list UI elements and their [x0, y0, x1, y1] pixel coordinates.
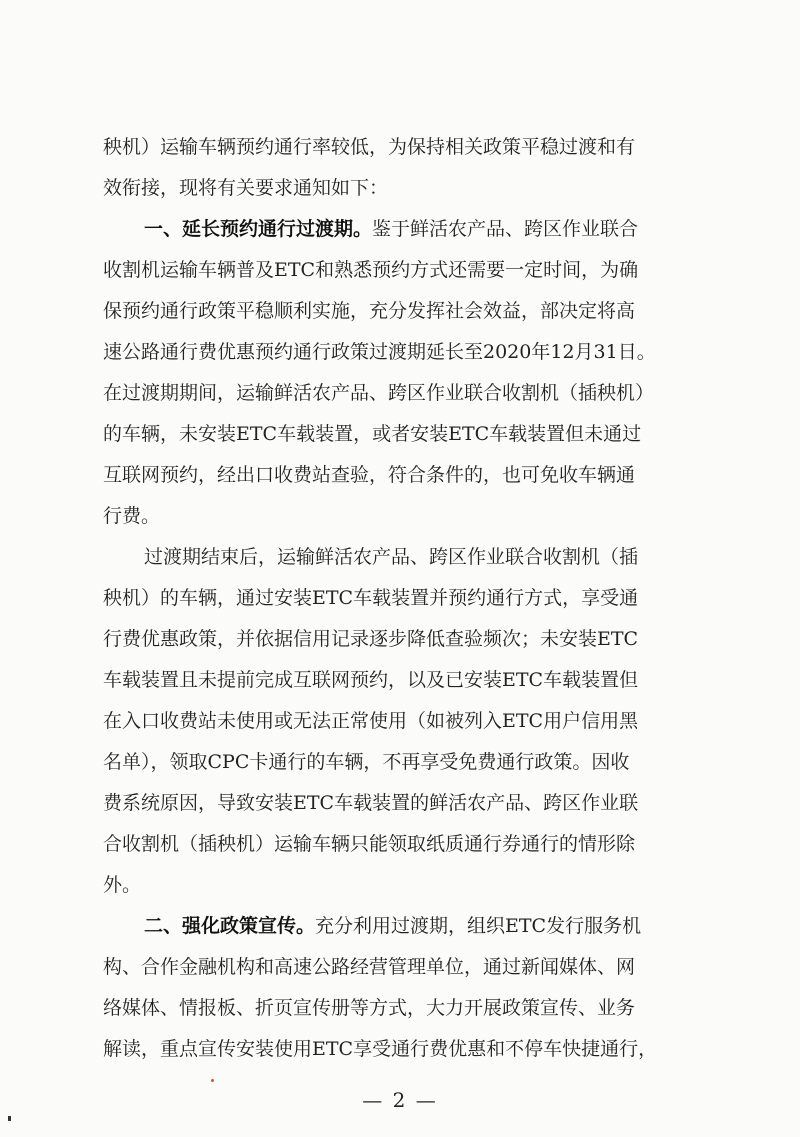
paragraph-line: 互联网预约，经出口收费站查验，符合条件的，也可免收车辆通	[103, 464, 636, 486]
section-heading-line	[144, 213, 638, 245]
page-number: — 2 —	[362, 1088, 438, 1112]
paragraph-line: 收割机运输车辆普及ETC和熟悉预约方式还需要一定时间，为确	[103, 259, 639, 281]
paragraph-line: 保预约通行政策平稳顺利实施，充分发挥社会效益，部决定将高	[103, 300, 636, 322]
section-heading: 一、延长预约通行过渡期。	[144, 218, 373, 240]
scan-mark	[8, 1116, 11, 1121]
paragraph-text: 鉴于鲜活农产品、跨区作业联合	[372, 218, 639, 240]
paragraph-line: 过渡期结束后，运输鲜活农产品、跨区作业联合收割机（插	[144, 546, 639, 568]
paragraph-text: 充分利用过渡期，组织ETC发行服务机	[315, 915, 642, 937]
paragraph-line: 行费。	[103, 505, 161, 527]
scan-speck	[211, 1079, 214, 1082]
paragraph-line: 秧机）运输车辆预约通行率较低，为保持相关政策平稳过渡和有	[103, 136, 636, 158]
paragraph-line: 合收割机（插秧机）运输车辆只能领取纸质通行券通行的情形除	[103, 833, 636, 855]
section-heading: 二、强化政策宣传。	[144, 915, 316, 937]
paragraph-line: 行费优惠政策，并依据信用记录逐步降低查验频次；未安装ETC	[103, 628, 639, 650]
section-heading-line	[144, 910, 641, 942]
paragraph-line: 解读，重点宣传安装使用ETC享受通行费优惠和不停车快捷通行，	[103, 1038, 658, 1060]
paragraph-line: 速公路通行费优惠预约通行政策过渡期延长至2020年12月31日。	[103, 341, 656, 363]
paragraph-line: 外。	[103, 874, 142, 896]
paragraph-line: 名单），领取CPC卡通行的车辆，不再享受免费通行政策。因收	[103, 751, 630, 773]
paragraph-line: 络媒体、情报板、折页宣传册等方式，大力开展政策宣传、业务	[103, 997, 636, 1019]
paragraph-line: 在入口收费站未使用或无法正常使用（如被列入ETC用户信用黑	[103, 710, 639, 732]
paragraph-line: 效衔接，现将有关要求通知如下：	[103, 177, 389, 199]
paragraph-line: 的车辆，未安装ETC车载装置，或者安装ETC车载装置但未通过	[103, 423, 642, 445]
paragraph-line: 车载装置且未提前完成互联网预约，以及已安装ETC车载装置但	[103, 669, 639, 691]
paragraph-line: 秧机）的车辆，通过安装ETC车载装置并预约通行方式，享受通	[103, 587, 639, 609]
paragraph-line: 在过渡期期间，运输鲜活农产品、跨区作业联合收割机（插秧机）	[103, 382, 655, 404]
paragraph-line: 构、合作金融机构和高速公路经营管理单位，通过新闻媒体、网	[103, 956, 636, 978]
paragraph-line: 费系统原因，导致安装ETC车载装置的鲜活农产品、跨区作业联	[103, 792, 639, 814]
